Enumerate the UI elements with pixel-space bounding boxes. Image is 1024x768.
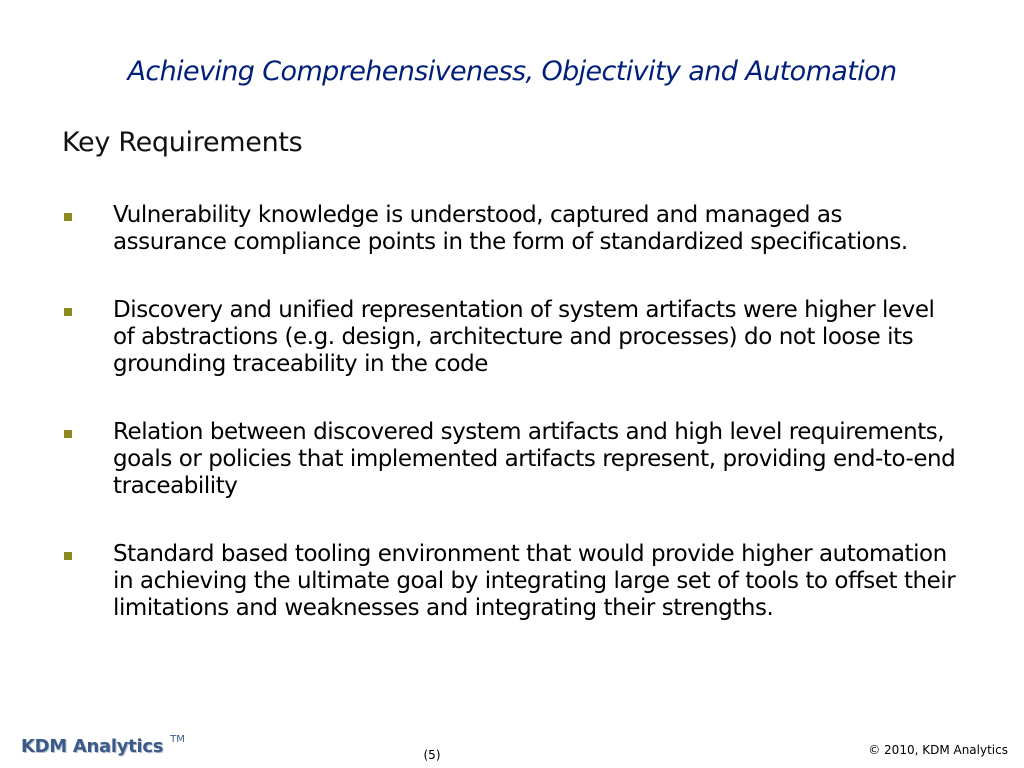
bullet-square-icon [64,430,72,438]
bullet-square-icon [64,552,72,560]
bullet-square-icon [64,308,72,316]
logo-text: KDM Analytics [21,736,164,757]
list-item [62,297,962,378]
copyright-notice: © 2010, KDM Analytics [868,743,1008,757]
key-requirements-heading: Key Requirements [62,127,303,158]
requirements-list [62,202,962,622]
trademark-mark: TM [170,734,185,745]
list-item [62,419,962,500]
list-item [62,202,962,256]
slide-title: Achieving Comprehensiveness, Objectivity and Automation [127,56,897,87]
page-number: (5) [423,748,441,762]
bullet-text: Standard based tooling environment that would provide higher automation in achieving the ultimate goal by integrating large set of tools to offset their limitations and weaknesses and integrating their strengths. [113,541,956,621]
bullet-text: Relation between discovered system artifacts and high level requirements, goals or policies that implemented artifacts represent, providing end-to-end traceability [113,419,956,499]
bullet-text: Discovery and unified representation of system artifacts were higher level of abstractions (e.g. design, architecture and processes) do not loose its grounding traceability in the code [113,297,935,377]
bullet-square-icon [64,213,72,221]
list-item [62,541,962,622]
bullet-text: Vulnerability knowledge is understood, captured and managed as assurance compliance points in the form of standardized specifications. [113,202,908,255]
